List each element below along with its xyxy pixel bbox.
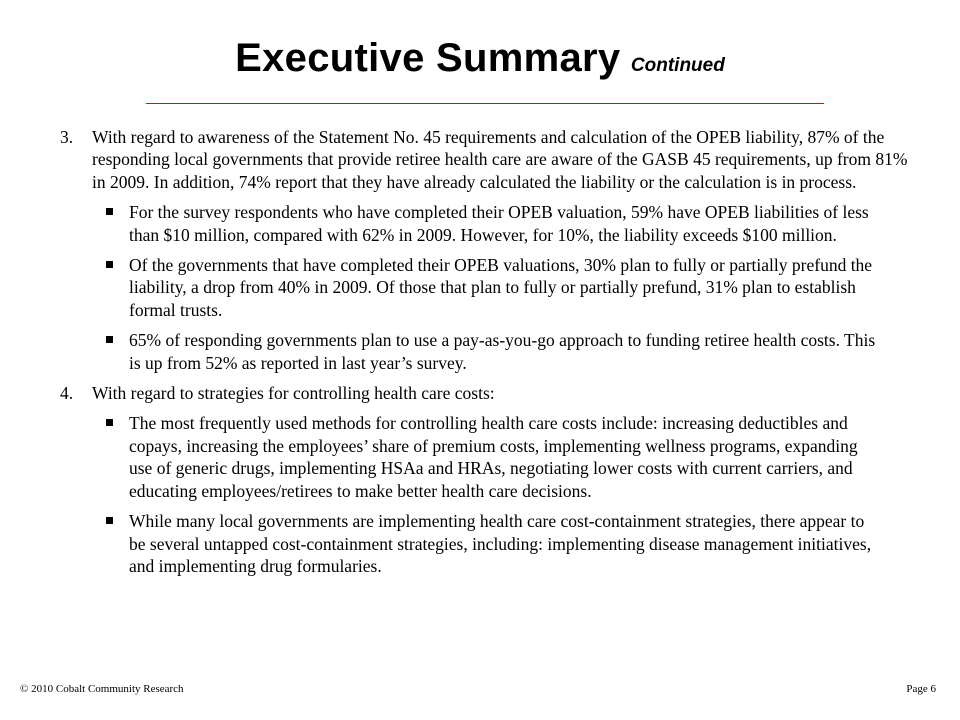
bullet-item [106, 329, 920, 374]
numbered-item-3 [60, 126, 920, 193]
bullet-text: The most frequently used methods for controlling health care costs include: increasing deductibles and copays, increasing the employees’ share of premium costs, implementing wellness programs, expanding use of generic drugs, implementing HSAa and HRAs, negotiating lower costs with current carriers, and educating employees/retirees to make better health care decisions. [129, 413, 858, 501]
footer-copyright: © 2010 Cobalt Community Research [20, 683, 184, 695]
title-subtitle: Continued [630, 55, 725, 76]
bullet-item [106, 254, 920, 321]
title-divider [146, 103, 824, 104]
item-number: 3. [60, 127, 74, 147]
summary-content [60, 126, 920, 585]
item-text: With regard to strategies for controlling health care costs: [92, 383, 495, 404]
numbered-item-4 [60, 382, 920, 404]
square-bullet-icon [106, 208, 113, 215]
bullet-text: 65% of responding governments plan to use a pay-as-you-go approach to funding retiree health costs. This is up from 52% as reported in last year’s survey. [129, 330, 876, 373]
bullet-item [106, 201, 920, 246]
square-bullet-icon [106, 517, 113, 524]
item-number: 4. [60, 383, 74, 404]
footer-page-number: Page 6 [906, 683, 936, 695]
square-bullet-icon [106, 336, 113, 343]
bullet-text: Of the governments that have completed their OPEB valuations, 30% plan to fully or partially prefund the liability, a drop from 40% in 2009. Of those that plan to fully or partially prefund, 31% plan to establish formal trusts. [129, 255, 873, 320]
page-title [0, 36, 960, 81]
bullet-text: For the survey respondents who have completed their OPEB valuation, 59% have OPEB liabilities of less than $10 million, compared with 62% in 2009. However, for 10%, the liability exceeds $100 million. [129, 202, 869, 245]
bullet-item [106, 412, 920, 502]
bullet-text: While many local governments are implementing health care cost-containment strategies, there appear to be several untapped cost-containment strategies, including: implementing disease management initiatives, and implementing drug formularies. [129, 511, 872, 576]
square-bullet-icon [106, 419, 113, 426]
item-text: With regard to awareness of the Statement No. 45 requirements and calculation of the OPEB liability, 87% of the responding local governments that provide retiree health care are aware of the GASB 45 requirements, up from 81% in 2009. In addition, 74% report that they have already calculated the liability or the calculation is in process. [92, 127, 908, 192]
bullet-item [106, 510, 920, 577]
title-main: Executive Summary [235, 36, 621, 80]
square-bullet-icon [106, 261, 113, 268]
